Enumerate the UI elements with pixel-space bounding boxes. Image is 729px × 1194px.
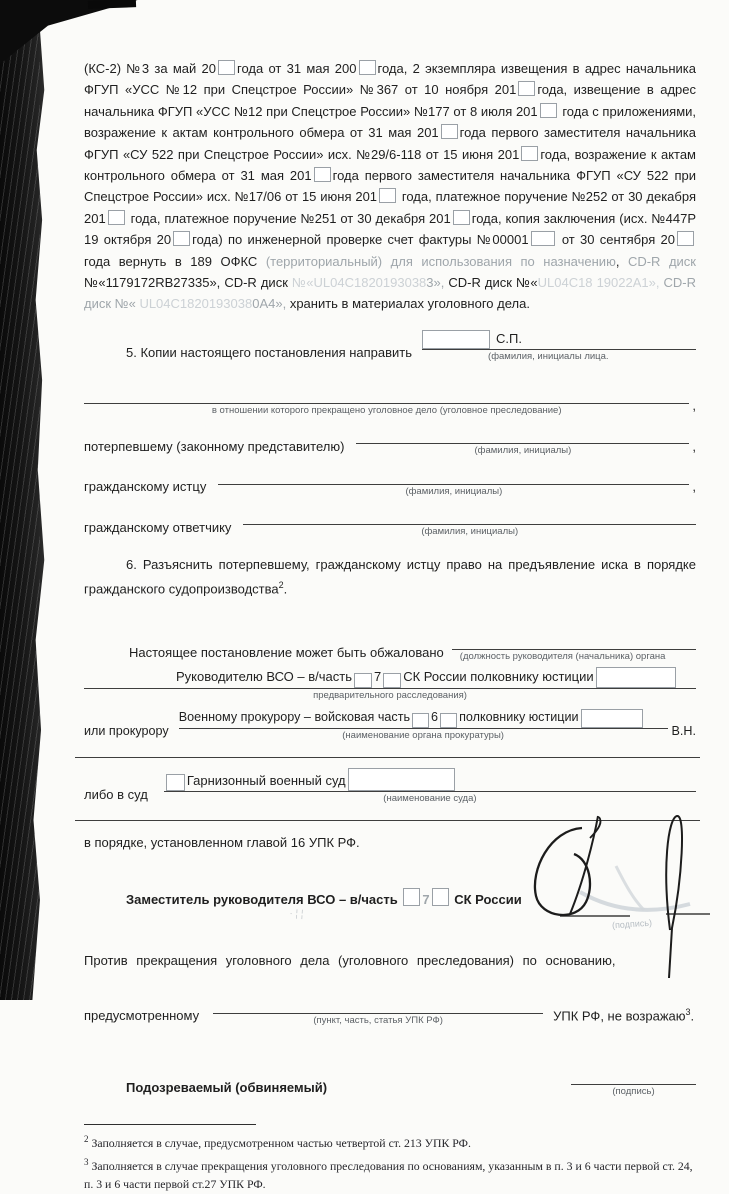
appeal-authority-field bbox=[452, 628, 696, 663]
redaction-box bbox=[440, 713, 457, 728]
text-segment: года от 31 мая 200 bbox=[236, 61, 357, 76]
text-segment: (КС-2) №3 за май 20 bbox=[84, 61, 216, 76]
redaction-box bbox=[521, 146, 538, 161]
redaction-box bbox=[354, 673, 372, 688]
civil-plaintiff-field bbox=[218, 462, 689, 497]
notify-parties-group bbox=[84, 422, 696, 538]
text-segment: 3», bbox=[426, 275, 449, 291]
field-caption: (подпись) bbox=[612, 1086, 655, 1098]
objection-basis-row bbox=[84, 991, 696, 1026]
footnote-ref-2: 2 bbox=[278, 580, 284, 591]
text-segment: года, платежное поручение №252 от 30 декабря 201 bbox=[84, 189, 696, 226]
text-segment: полковнику юстиции bbox=[459, 709, 579, 724]
redaction-box bbox=[173, 231, 190, 246]
scan-artifact-mark bbox=[88, 0, 136, 9]
blank-continuation-line bbox=[75, 757, 700, 758]
text-segment: 7 bbox=[422, 891, 430, 907]
objection-line1: Против прекращения уголовного дела (уголовного преследования) по основанию, bbox=[84, 953, 616, 969]
redaction-box bbox=[596, 667, 676, 688]
text-segment: Гарнизонный военный суд bbox=[186, 772, 346, 788]
text-segment: UL04C1820193038 bbox=[139, 296, 253, 312]
objection-tail: УПК РФ, не возражаю$^3$. bbox=[553, 1007, 695, 1024]
field-caption: (фамилия, инициалы) bbox=[405, 485, 503, 497]
scan-smudge: · ¦ ¦ bbox=[289, 908, 304, 921]
basis-label: предусмотренному bbox=[84, 1008, 200, 1024]
redaction-box bbox=[540, 103, 557, 118]
civil-defendant-field bbox=[243, 503, 696, 538]
footnote-ref-3: 3 bbox=[685, 1007, 691, 1018]
text-segment: года, копия заключения (исх. №447Р 19 октября 20 bbox=[84, 210, 696, 248]
recipient-field bbox=[422, 328, 696, 363]
redaction-box bbox=[348, 768, 455, 791]
prosecutor-initials: В.Н. bbox=[671, 723, 696, 738]
appeal-intro-label: Настоящее постановление может быть обжаловано bbox=[129, 645, 444, 661]
text-segment: №«UL04C1820193038 bbox=[291, 275, 427, 291]
field-caption: в отношении которого прекращено уголовное дело (уголовное преследование) bbox=[211, 404, 562, 416]
text-segment: 7 bbox=[374, 669, 382, 685]
appeal-head-row bbox=[84, 666, 696, 701]
text-segment: CD-R диск №« bbox=[84, 275, 696, 312]
redaction-box bbox=[403, 888, 420, 906]
basis-field bbox=[213, 991, 543, 1026]
redaction-box bbox=[531, 231, 555, 246]
text-segment: от 30 сентября 20 bbox=[556, 232, 675, 248]
clause-5-label: 5. Копии настоящего постановления направить bbox=[126, 344, 413, 360]
appeal-order-text: в порядке, установленном главой 16 УПК РФ. bbox=[84, 835, 360, 851]
victim-label: потерпевшему (законному представителю) bbox=[84, 438, 345, 454]
redaction-box bbox=[166, 774, 185, 791]
subject-field bbox=[84, 381, 689, 416]
appeal-head-field bbox=[84, 666, 696, 701]
suspect-label: Подозреваемый (обвиняемый) bbox=[126, 1079, 328, 1095]
text-segment: года) по инженерной проверке счет фактуры №00001 bbox=[192, 232, 529, 248]
victim-row bbox=[84, 422, 696, 457]
text-segment: CD-R диск bbox=[627, 253, 696, 269]
text-segment: года первого заместителя начальника ФГУП «СУ 522 при Спецстрое России» исх. №29/6-118 от 15 июня 201 bbox=[84, 125, 696, 162]
court-field bbox=[164, 768, 696, 805]
text-segment: 0A4», bbox=[252, 296, 290, 312]
victim-field bbox=[356, 422, 689, 457]
recipient-initials: С.П. bbox=[496, 330, 523, 346]
field-caption: (фамилия, инициалы) bbox=[421, 525, 519, 537]
redaction-box bbox=[314, 167, 331, 182]
redaction-box bbox=[422, 330, 490, 349]
redaction-box bbox=[383, 673, 401, 688]
signature-area bbox=[520, 808, 712, 986]
text-segment: года, 2 экземпляра извещения в адрес начальника ФГУП «УСС №12 при Спецстрое России» №367 от 10 ноября 201 bbox=[84, 61, 696, 98]
main-paragraph bbox=[84, 58, 696, 315]
appeal-court-row bbox=[84, 768, 696, 805]
trailing-comma: , bbox=[692, 438, 696, 454]
footnote-3: $^3$ Заполняется в случае прекращения уголовного преследования по основаниям, указанным в п. 3 и 6 части первой ст. 24, п. 3 и 6 части первой ст.27 УПК РФ. bbox=[84, 1156, 693, 1192]
civil-plaintiff-row bbox=[84, 462, 696, 497]
clause-6-text: 6. Разъяснить потерпевшему, гражданскому истцу право на предъявление иска в порядке гражданского судопроизводства bbox=[84, 556, 696, 597]
redaction-box bbox=[677, 231, 694, 246]
redaction-box bbox=[359, 60, 376, 75]
text-segment: года, извещение в адрес начальника ФГУП «УСС №12 при Спецстрое России» №177 от 8 июля 201 bbox=[84, 82, 697, 119]
redaction-box bbox=[453, 210, 470, 225]
redaction-box bbox=[432, 888, 449, 906]
redaction-box bbox=[108, 210, 125, 225]
redaction-box bbox=[218, 60, 235, 75]
field-caption: (должность руководителя (начальника) органа bbox=[459, 651, 666, 663]
deputy-signature-block bbox=[84, 888, 696, 931]
clause-6-paragraph: 6. Разъяснить потерпевшему, гражданскому истцу право на предъявление иска в порядке гражданского судопроизводства$^2$. bbox=[84, 556, 696, 597]
civil-defendant-label: гражданскому ответчику bbox=[84, 519, 232, 535]
text-segment: №«1179172RB27335», CD-R диск bbox=[84, 275, 292, 291]
text-segment: года с приложениями, возражение к актам контрольного обмера от 31 мая 201 bbox=[84, 103, 696, 141]
text-segment: 6 bbox=[431, 709, 439, 724]
civil-plaintiff-label: гражданскому истцу bbox=[84, 479, 207, 495]
handwritten-signature bbox=[520, 808, 712, 986]
text-segment: СК России полковнику юстиции bbox=[403, 669, 594, 685]
trailing-comma: , bbox=[692, 398, 696, 414]
field-caption: (наименование органа прокуратуры) bbox=[342, 730, 504, 742]
text-segment: года вернуть в 189 ОФКС bbox=[84, 253, 266, 269]
text-segment: Заместитель руководителя ВСО – в/часть bbox=[126, 891, 402, 907]
field-caption: предварительного расследования) bbox=[313, 689, 467, 701]
footnotes bbox=[84, 1130, 696, 1193]
text-segment: , bbox=[615, 253, 628, 269]
text-segment: хранить в материалах уголовного дела. bbox=[289, 296, 530, 312]
field-caption: (фамилия, инициалы лица. bbox=[488, 351, 609, 363]
scanner-edge-shadow bbox=[0, 0, 54, 1000]
text-segment: Руководителю ВСО – в/часть bbox=[176, 669, 352, 685]
text-segment: CD-R диск №« bbox=[448, 275, 538, 291]
subject-line-row bbox=[84, 381, 696, 416]
text-segment: года, платежное поручение №251 от 30 декабря 201 bbox=[126, 210, 451, 226]
appeal-prosecutor-row bbox=[84, 707, 696, 742]
trailing-comma: , bbox=[692, 479, 696, 495]
civil-defendant-row bbox=[84, 503, 696, 538]
field-caption: (наименование суда) bbox=[383, 793, 477, 805]
footnote-divider bbox=[84, 1124, 256, 1125]
document-page bbox=[84, 58, 696, 1194]
text-segment: СК России bbox=[450, 891, 522, 907]
text-segment: года первого заместителя начальника ФГУП «СУ 522 при Спецстрое России» исх. №17/06 от 15 июня 201 bbox=[84, 168, 696, 205]
footnote-2: $^2$ Заполняется в случае, предусмотренном частью четвертой ст. 213 УПК РФ. bbox=[84, 1134, 471, 1151]
suspect-signature-row bbox=[84, 1063, 696, 1098]
clause-5-row bbox=[84, 328, 696, 363]
suspect-sign-field bbox=[571, 1063, 696, 1098]
text-segment: года, возражение к актам контрольного обмера от 31 мая 201 bbox=[84, 146, 696, 184]
appeal-intro-row bbox=[84, 628, 696, 663]
text-segment: UL04C18 19022A1», bbox=[537, 275, 664, 291]
prosecutor-label: или прокурору bbox=[84, 723, 169, 738]
redaction-box bbox=[518, 81, 535, 96]
redaction-box bbox=[379, 188, 396, 203]
redaction-box bbox=[441, 124, 458, 139]
field-caption: (фамилия, инициалы) bbox=[474, 445, 572, 457]
redaction-box bbox=[581, 709, 643, 728]
court-label: либо в суд bbox=[84, 786, 148, 802]
signature-caption: (подпись) bbox=[611, 917, 653, 931]
text-segment: Военному прокурору – войсковая часть bbox=[178, 709, 411, 724]
text-segment: (территориальный) для использования по назначению bbox=[265, 253, 616, 269]
prosecutor-field bbox=[179, 707, 668, 742]
field-caption: (пункт, часть, статья УПК РФ) bbox=[313, 1014, 443, 1026]
redaction-box bbox=[412, 713, 429, 728]
